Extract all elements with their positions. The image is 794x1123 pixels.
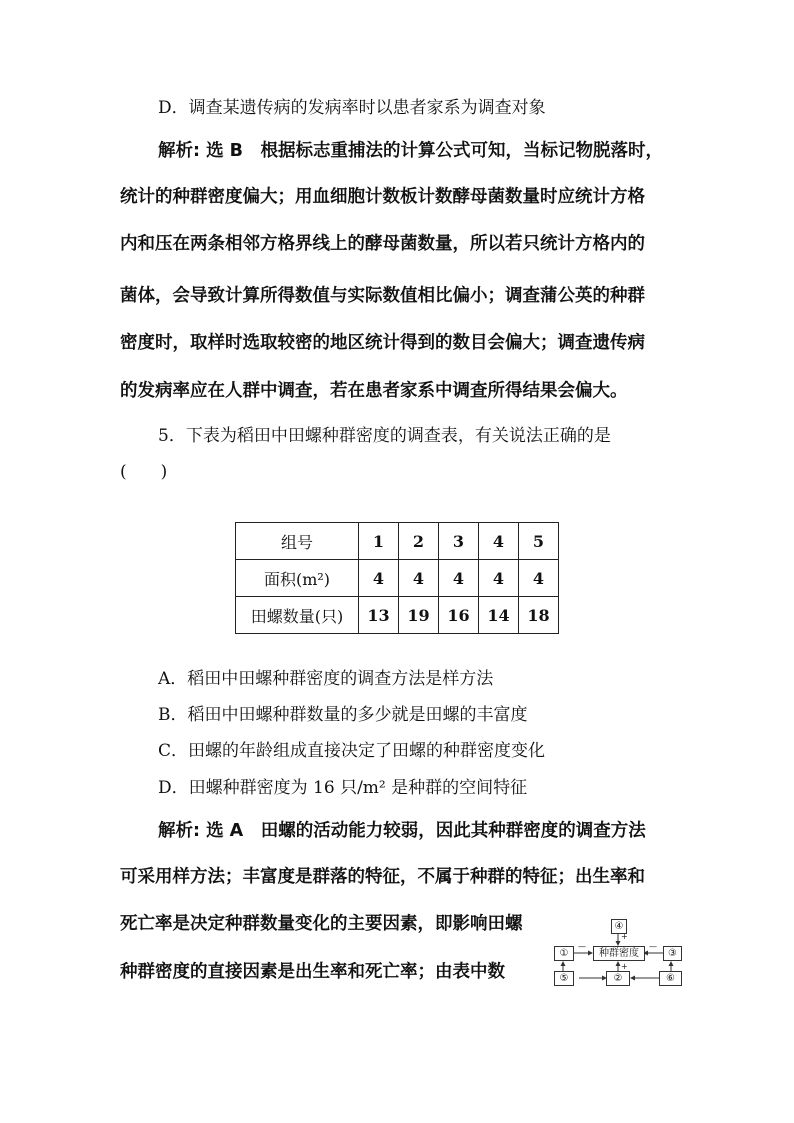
analysis-1-line-3: 内和压在两条相邻方格界线上的酵母菌数量，所以若只统计方格内的 [120,234,645,254]
option-a: A．稻田中田螺种群密度的调查方法是样方法 [158,669,494,689]
option-d: D．田螺种群密度为 16 只/m² 是种群的空间特征 [158,778,528,798]
analysis-1-line-2: 统计的种群密度偏大；用血细胞计数板计数酵母菌数量时应统计方格 [120,187,645,207]
table-cell: 1 [359,523,399,560]
table-cell: 4 [479,523,519,560]
sign-plus-2: + [621,962,628,971]
table-cell: 2 [399,523,439,560]
analysis-2-line-3: 死亡率是决定种群数量变化的主要因素，即影响田螺 [120,914,523,934]
survey-table [235,522,559,634]
population-density-diagram [551,915,681,989]
node-2: ② [606,971,630,986]
node-6: ⑥ [659,971,682,986]
table-row [236,523,559,560]
table-cell: 4 [479,560,519,597]
node-5: ⑤ [554,971,574,986]
option-c: C．田螺的年龄组成直接决定了田螺的种群密度变化 [158,741,546,761]
table-cell: 4 [519,560,559,597]
analysis-2-line-4: 种群密度的直接因素是出生率和死亡率；由表中数 [120,962,505,982]
node-3: ③ [663,946,682,961]
node-4: ④ [611,919,627,934]
table-header-cell: 组号 [236,523,359,560]
option-d-previous: D．调查某遗传病的发病率时以患者家系为调查对象 [158,98,546,118]
table-cell: 16 [439,597,479,634]
table-cell: 13 [359,597,399,634]
table-cell: 4 [399,560,439,597]
analysis-1-line-4: 菌体，会导致计算所得数值与实际数值相比偏小；调查蒲公英的种群 [120,286,645,306]
table-header-cell: 面积(m²) [236,560,359,597]
node-center: 种群密度 [593,946,645,961]
table-cell: 3 [439,523,479,560]
sign-plus-4: + [621,932,628,941]
question-5-stem: 5．下表为稻田中田螺种群密度的调查表，有关说法正确的是 [158,426,611,446]
option-b: B．稻田中田螺种群数量的多少就是田螺的丰富度 [158,705,528,725]
table-cell: 4 [439,560,479,597]
table-cell: 14 [479,597,519,634]
table-row [236,597,559,634]
table-row [236,560,559,597]
analysis-2-line-1: 解析: 选 A 田螺的活动能力较弱，因此其种群密度的调查方法 [158,821,646,841]
sign-minus-1: — [578,942,586,951]
table-cell: 5 [519,523,559,560]
question-5-blank: ( ) [120,462,168,482]
analysis-1-line-6: 的发病率应在人群中调查，若在患者家系中调查所得结果会偏大。 [120,381,628,401]
table-header-cell: 田螺数量(只) [236,597,359,634]
node-1: ① [554,946,574,961]
table-cell: 19 [399,597,439,634]
analysis-1-line-1: 解析: 选 B 根据标志重捕法的计算公式可知，当标记物脱落时， [158,141,664,161]
analysis-2-line-2: 可采用样方法；丰富度是群落的特征，不属于种群的特征；出生率和 [120,867,645,887]
sign-minus-3: — [649,942,657,951]
table-cell: 4 [359,560,399,597]
analysis-1-line-5: 密度时，取样时选取较密的地区统计得到的数目会偏大；调查遗传病 [120,333,645,353]
table-cell: 18 [519,597,559,634]
